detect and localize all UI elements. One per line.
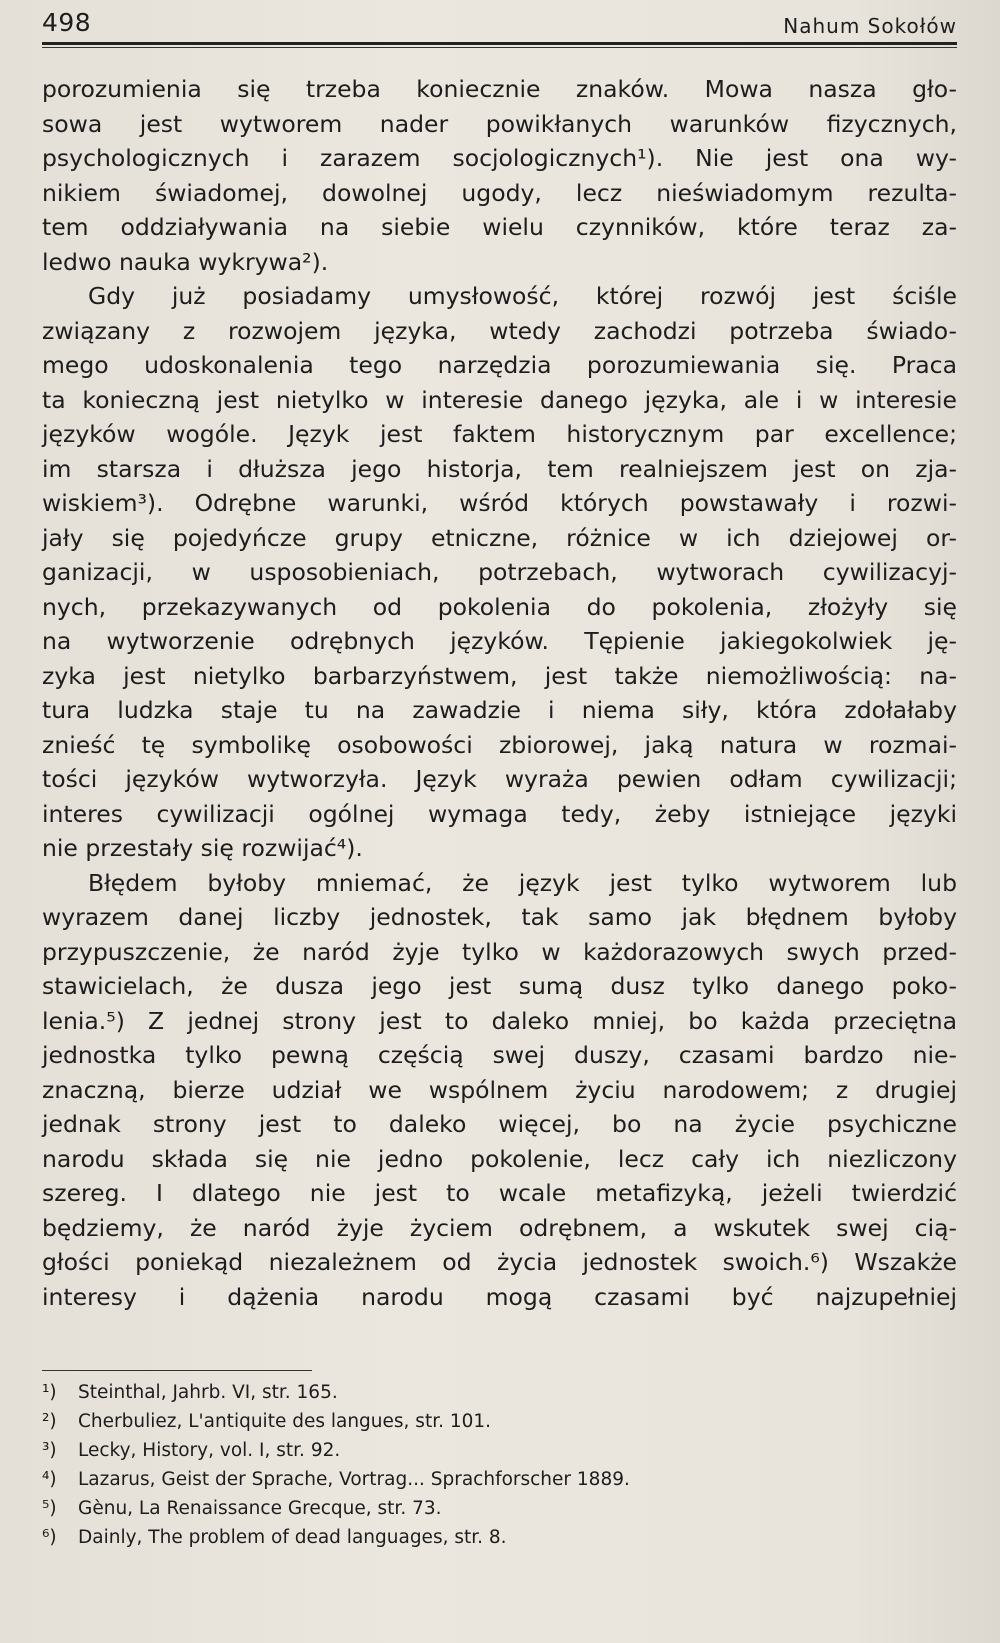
text-line: na wytworzenie odrębnych języków. Tępienie jakiegokolwiek ję- bbox=[42, 627, 957, 655]
text-line: jednak strony jest to daleko więcej, bo na życie psychiczne bbox=[42, 1110, 957, 1138]
text-line: języków wogóle. Język jest faktem historycznym par excellence; bbox=[42, 420, 957, 448]
text-line: stawicielach, że dusza jego jest sumą dusz tylko danego poko- bbox=[42, 972, 957, 1000]
footnote bbox=[42, 1407, 957, 1436]
footnote-text: Cherbuliez, L'antiquite des langues, str. 101. bbox=[78, 1411, 492, 1432]
header-rule bbox=[42, 42, 957, 45]
text-line: przypuszczenie, że naród żyje tylko w każdorazowych swych przed- bbox=[42, 937, 957, 966]
footnote bbox=[42, 1523, 957, 1552]
text-line: szereg. I dlatego nie jest to wcale metafizyką, jeżeli twierdzić bbox=[42, 1179, 957, 1207]
header-rule-thin bbox=[42, 47, 957, 48]
footnote-mark: ³) bbox=[42, 1440, 57, 1461]
text-line: interesy i dążenia narodu mogą czasami być najzupełniej bbox=[42, 1282, 957, 1311]
text-line: sowa jest wytworem nader powikłanych warunków fizycznych, bbox=[42, 109, 957, 138]
page-number: 498 bbox=[42, 8, 92, 37]
text-line: głości poniekąd niezależnem od życia jednostek swoich.⁶) Wszakże bbox=[42, 1248, 957, 1276]
text-line: związany z rozwojem języka, wtedy zachodzi potrzeba świado- bbox=[42, 316, 957, 345]
text-line: nikiem świadomej, dowolnej ugody, lecz nieświadomym rezulta- bbox=[42, 178, 957, 207]
text-line: wyrazem danej liczby jednostek, tak samo jak błędnem byłoby bbox=[42, 903, 957, 931]
running-head: Nahum Sokołów bbox=[783, 14, 957, 38]
footnote-text: Gènu, La Renaissance Grecque, str. 73. bbox=[78, 1498, 442, 1519]
footnote-mark: ¹) bbox=[42, 1382, 57, 1403]
footnote-mark: ⁵) bbox=[42, 1498, 57, 1519]
text-line: narodu składa się nie jedno pokolenie, lecz cały ich niezliczony bbox=[42, 1144, 957, 1173]
text-line: Błędem byłoby mniemać, że język jest tylko wytworem lub bbox=[88, 868, 957, 897]
text-line: nych, przekazywanych od pokolenia do pokolenia, złożyły się bbox=[42, 592, 957, 621]
footnote-mark: ²) bbox=[42, 1411, 57, 1432]
footnote-text: Lazarus, Geist der Sprache, Vortrag... Sprachforscher 1889. bbox=[78, 1469, 630, 1490]
text-line: ganizacji, w usposobieniach, potrzebach, wytworach cywilizacyj- bbox=[42, 558, 957, 586]
footnote-text: Steinthal, Jahrb. VI, str. 165. bbox=[78, 1382, 338, 1403]
text-line: tura ludzka staje tu na zawadzie i niema siły, która zdołałaby bbox=[42, 696, 957, 724]
text-line: wiskiem³). Odrębne warunki, wśród których powstawały i rozwi- bbox=[42, 489, 957, 517]
text-line: znieść tę symbolikę osobowości zbiorowej, jaką natura w rozmai- bbox=[42, 730, 957, 759]
text-line: ta konieczną jest nietylko w interesie danego języka, ale i w interesie bbox=[42, 385, 957, 414]
text-line: będziemy, że naród żyje życiem odrębnem, a wskutek swej cią- bbox=[42, 1213, 957, 1242]
text-line: nie przestały się rozwijać⁴). bbox=[42, 834, 363, 862]
text-line: im starsza i dłuższa jego historja, tem realniejszem jest on zja- bbox=[42, 454, 957, 483]
text-line: ledwo nauka wykrywa²). bbox=[42, 247, 329, 276]
text-line: Gdy już posiadamy umysłowość, której rozwój jest ściśle bbox=[88, 282, 957, 310]
text-line: lenia.⁵) Z jednej strony jest to daleko mniej, bo każda przeciętna bbox=[42, 1006, 957, 1035]
footnote-rule bbox=[42, 1370, 312, 1371]
footnote bbox=[42, 1378, 957, 1407]
text-line: mego udoskonalenia tego narzędzia porozumiewania się. Praca bbox=[42, 351, 957, 379]
text-line: porozumienia się trzeba koniecznie znaków. Mowa nasza gło- bbox=[42, 75, 957, 103]
footnote-mark: ⁴) bbox=[42, 1469, 57, 1490]
text-line: zyka jest nietylko barbarzyństwem, jest także niemożliwością: na- bbox=[42, 661, 957, 690]
footnote-mark: ⁶) bbox=[42, 1527, 57, 1548]
body-text bbox=[42, 72, 957, 1314]
footnote-text: Dainly, The problem of dead languages, str. 8. bbox=[78, 1527, 507, 1548]
footnote bbox=[42, 1494, 957, 1523]
text-line: jały się pojedyńcze grupy etniczne, różnice w ich dziejowej or- bbox=[42, 523, 957, 552]
text-line: znaczną, bierze udział we wspólnem życiu narodowem; z drugiej bbox=[42, 1075, 957, 1104]
footnote-text: Lecky, History, vol. I, str. 92. bbox=[78, 1440, 341, 1461]
text-line: jednostka tylko pewną częścią swej duszy, czasami bardzo nie- bbox=[42, 1041, 957, 1069]
text-line: psychologicznych i zarazem socjologicznych¹). Nie jest ona wy- bbox=[42, 144, 957, 172]
footnote bbox=[42, 1465, 957, 1494]
footnotes bbox=[42, 1378, 957, 1552]
text-line: tości języków wytworzyła. Język wyraża pewien odłam cywilizacji; bbox=[42, 765, 957, 793]
text-line: interes cywilizacji ogólnej wymaga tedy, żeby istniejące języki bbox=[42, 799, 957, 828]
text-line: tem oddziaływania na siebie wielu czynników, które teraz za- bbox=[42, 213, 957, 241]
page-header bbox=[42, 8, 957, 44]
footnote bbox=[42, 1436, 957, 1465]
